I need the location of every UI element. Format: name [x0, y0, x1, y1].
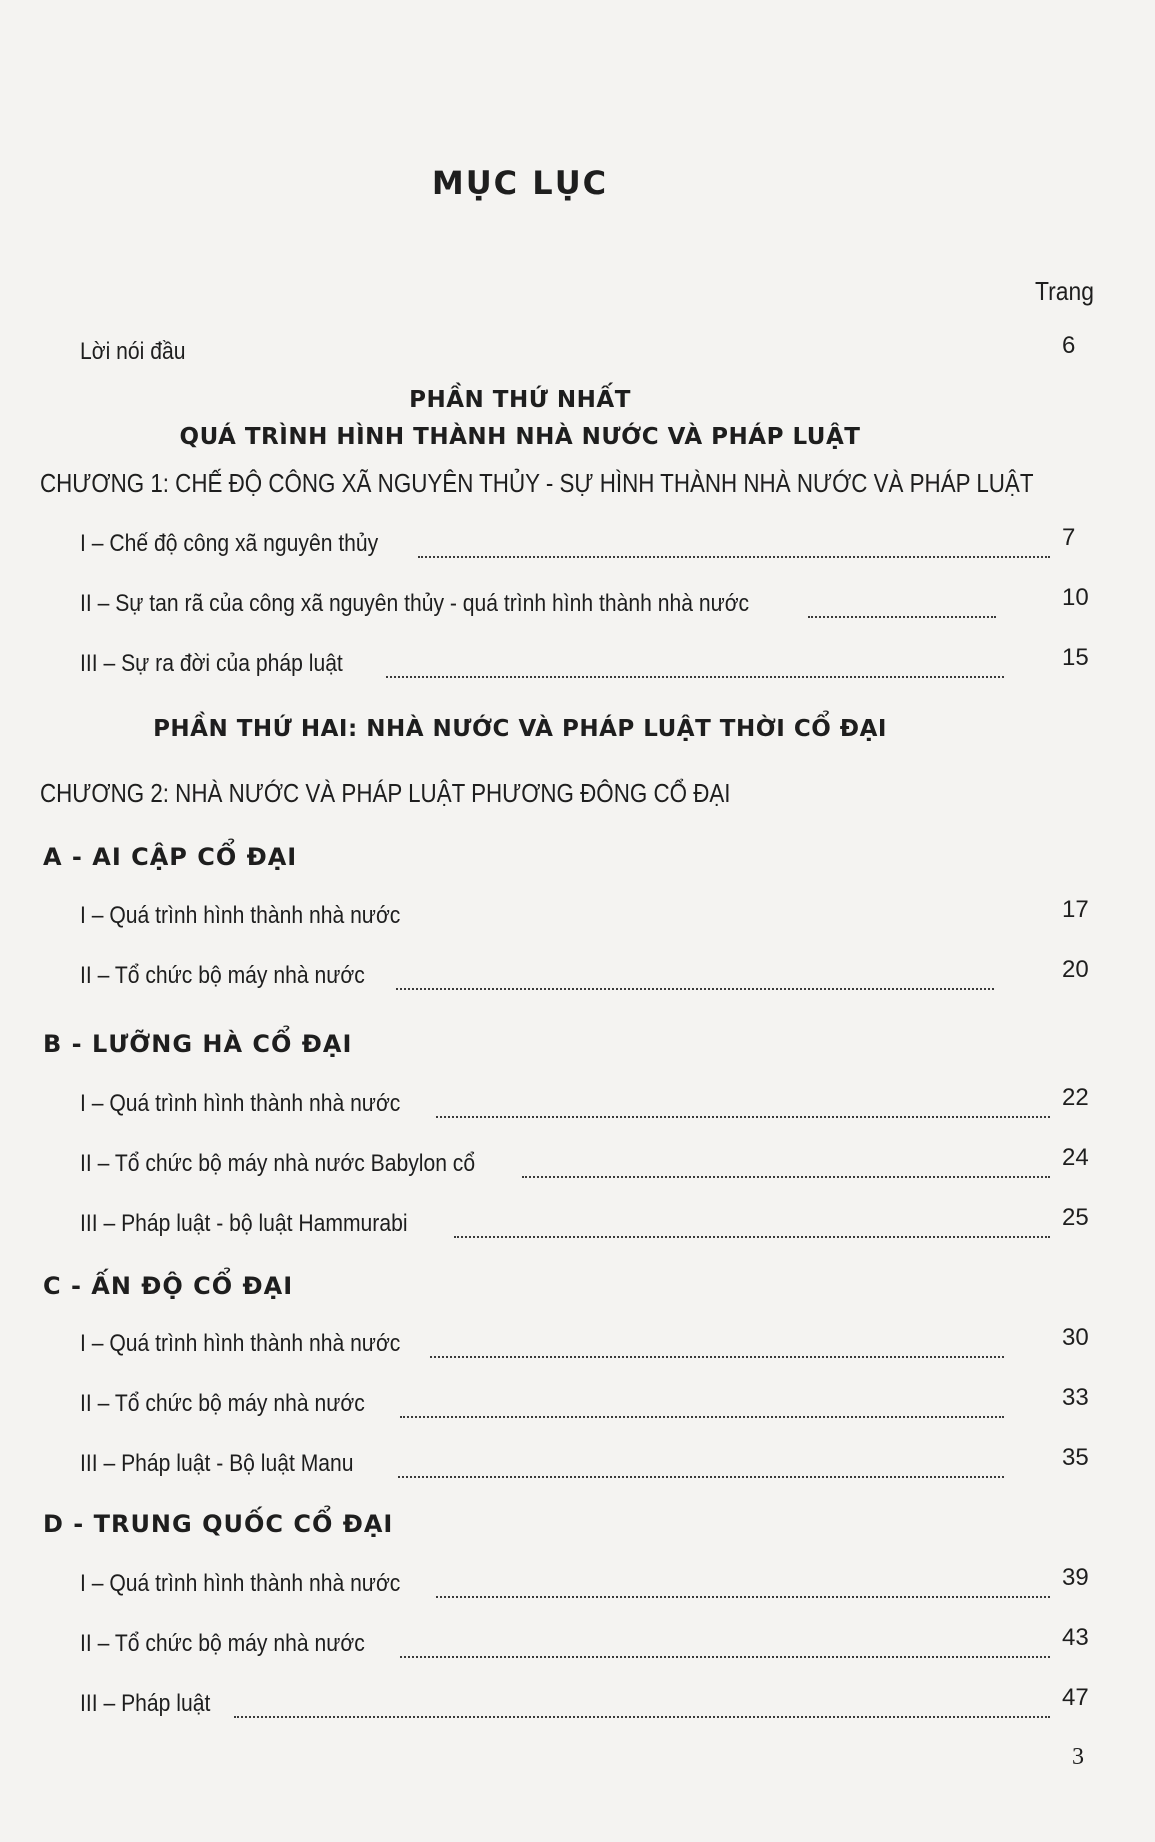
dot-leader — [400, 1394, 1004, 1418]
dot-leader — [386, 654, 1004, 678]
toc-entry-label: I – Quá trình hình thành nhà nước — [80, 1570, 401, 1597]
toc-entry-page: 17 — [1062, 896, 1089, 923]
toc-entry-label: II – Tổ chức bộ máy nhà nước — [80, 1630, 365, 1657]
toc-entry[interactable] — [0, 1384, 1155, 1422]
toc-entry-page: 6 — [1062, 332, 1076, 359]
toc-entry-page: 30 — [1062, 1324, 1089, 1351]
toc-entry-label: III – Pháp luật - Bộ luật Manu — [80, 1450, 354, 1477]
toc-entry-page: 39 — [1062, 1564, 1089, 1591]
toc-entry[interactable] — [0, 524, 1155, 562]
dot-leader — [398, 1454, 1004, 1478]
dot-leader — [436, 1094, 1050, 1118]
dot-leader — [808, 594, 996, 618]
section-title: C - ẤN ĐỘ CỔ ĐẠI — [43, 1272, 294, 1300]
dot-leader — [430, 1334, 1004, 1358]
toc-entry[interactable] — [0, 1324, 1155, 1362]
dot-leader — [400, 1634, 1050, 1658]
toc-entry-label: II – Tổ chức bộ máy nhà nước — [80, 1390, 365, 1417]
toc-entry-label: I – Chế độ công xã nguyên thủy — [80, 530, 379, 557]
toc-entry-page: 10 — [1062, 584, 1089, 611]
toc-entry-label: III – Pháp luật - bộ luật Hammurabi — [80, 1210, 408, 1237]
toc-entry-page: 24 — [1062, 1144, 1089, 1171]
chapter-title: CHƯƠNG 2: NHÀ NƯỚC VÀ PHÁP LUẬT PHƯƠNG ĐÔNG CỔ ĐẠI — [40, 778, 731, 808]
toc-entry-page: 20 — [1062, 956, 1089, 983]
page-column-label: Trang — [1035, 276, 1094, 306]
toc-entry-label: Lời nói đầu — [80, 338, 186, 365]
toc-entry-page: 7 — [1062, 524, 1076, 551]
toc-entry-page: 47 — [1062, 1684, 1089, 1711]
toc-entry[interactable] — [0, 1204, 1155, 1242]
toc-entry-page: 35 — [1062, 1444, 1089, 1471]
section-title: D - TRUNG QUỐC CỔ ĐẠI — [43, 1510, 394, 1538]
part-heading: PHẦN THỨ HAI: NHÀ NƯỚC VÀ PHÁP LUẬT THỜI CỔ ĐẠI — [153, 716, 887, 742]
toc-entry-label: I – Quá trình hình thành nhà nước — [80, 1330, 401, 1357]
toc-entry[interactable] — [0, 644, 1155, 682]
toc-entry[interactable] — [0, 1564, 1155, 1602]
toc-entry[interactable] — [0, 1624, 1155, 1662]
page-title: MỤC LỤC — [431, 164, 609, 202]
toc-entry-page: 25 — [1062, 1204, 1089, 1231]
toc-entry-label: III – Sự ra đời của pháp luật — [80, 650, 343, 677]
dot-leader — [418, 534, 1050, 558]
toc-entry[interactable] — [0, 956, 1155, 994]
toc-entry-page: 33 — [1062, 1384, 1089, 1411]
dot-leader — [522, 1154, 1050, 1178]
toc-entry-label: II – Tổ chức bộ máy nhà nước — [80, 962, 365, 989]
toc-entry-label: I – Quá trình hình thành nhà nước — [80, 902, 401, 929]
part-heading: PHẦN THỨ NHẤT — [409, 387, 631, 413]
section-title: A - AI CẬP CỔ ĐẠI — [43, 843, 298, 871]
part-subheading: QUÁ TRÌNH HÌNH THÀNH NHÀ NƯỚC VÀ PHÁP LUẬT — [179, 424, 861, 450]
dot-leader — [396, 966, 994, 990]
toc-entry-label: II – Sự tan rã của công xã nguyên thủy - quá trình hình thành nhà nước — [80, 590, 750, 617]
chapter-title: CHƯƠNG 1: CHẾ ĐỘ CÔNG XÃ NGUYÊN THỦY - SỰ HÌNH THÀNH NHÀ NƯỚC VÀ PHÁP LUẬT — [40, 468, 1034, 498]
toc-entry[interactable] — [0, 584, 1155, 622]
toc-entry-page: 15 — [1062, 644, 1089, 671]
toc-entry-label: II – Tổ chức bộ máy nhà nước Babylon cổ — [80, 1150, 476, 1177]
toc-entry[interactable] — [0, 1144, 1155, 1182]
toc-entry[interactable] — [0, 1684, 1155, 1722]
toc-entry-label: III – Pháp luật — [80, 1690, 211, 1717]
toc-entry-preface[interactable] — [0, 332, 1155, 370]
dot-leader — [436, 1574, 1050, 1598]
toc-entry[interactable] — [0, 1444, 1155, 1482]
section-title: B - LƯỠNG HÀ CỔ ĐẠI — [43, 1030, 353, 1058]
toc-entry-page: 43 — [1062, 1624, 1089, 1651]
dot-leader — [454, 1214, 1050, 1238]
toc-entry[interactable] — [0, 1084, 1155, 1122]
toc-entry[interactable] — [0, 896, 1155, 934]
toc-entry-page: 22 — [1062, 1084, 1089, 1111]
page-number: 3 — [1072, 1744, 1084, 1770]
toc-entry-label: I – Quá trình hình thành nhà nước — [80, 1090, 401, 1117]
dot-leader — [234, 1694, 1050, 1718]
